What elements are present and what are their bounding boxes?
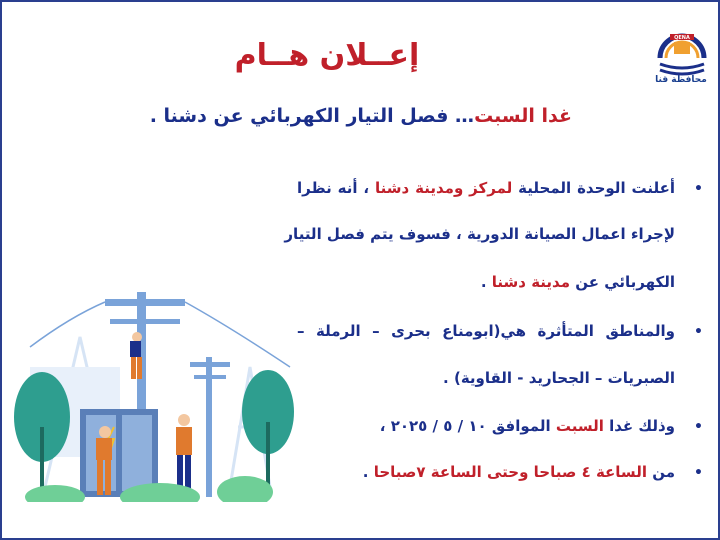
bullet-1-line-3: الكهربائي عن مدينة دشنا . bbox=[480, 273, 675, 291]
bullet-2-line-2: الصبريات – الجحاريد - القاوية) . bbox=[443, 369, 675, 387]
logo-caption: محافظة قنا bbox=[655, 75, 707, 85]
bullet-1-line-1: أعلنت الوحدة المحلية لمركز ومدينة دشنا ، أنه نظرا bbox=[297, 179, 676, 197]
tree-left-icon bbox=[14, 372, 70, 497]
worker-standing-icon bbox=[176, 414, 192, 495]
subtitle-text: … فصل التيار الكهربائي عن دشنا . bbox=[149, 105, 475, 127]
bullet-dot: • bbox=[694, 465, 703, 481]
bullet-3-line-1: وذلك غدا السبت الموافق ١٠ / ٥ / ٢٠٢٥ ، bbox=[379, 417, 675, 435]
bullet-2-line-1: والمناطق المتأثرة هي(ابومناع بحرى – الرملة – bbox=[297, 322, 675, 340]
bullet-1-line-2: لإجراء اعمال الصيانة الدورية ، فسوف يتم فصل التيار bbox=[284, 225, 675, 243]
page-title: إعــلان هــام bbox=[234, 38, 420, 73]
bullet-4-line-1: من الساعة ٤ صباحا وحتى الساعة ٧صباحا . bbox=[362, 463, 675, 481]
svg-text:QENA: QENA bbox=[674, 35, 690, 41]
electricians-illustration bbox=[10, 217, 300, 502]
small-pole-icon bbox=[190, 357, 230, 497]
worker-climbing-icon bbox=[130, 332, 142, 379]
bullet-dot: • bbox=[694, 419, 703, 435]
subtitle-day: غدا السبت bbox=[474, 105, 572, 127]
announcement-subtitle bbox=[149, 105, 572, 127]
bullet-dot: • bbox=[694, 324, 703, 340]
bullet-dot: • bbox=[694, 181, 703, 197]
electric-cabinet-icon bbox=[80, 409, 158, 497]
